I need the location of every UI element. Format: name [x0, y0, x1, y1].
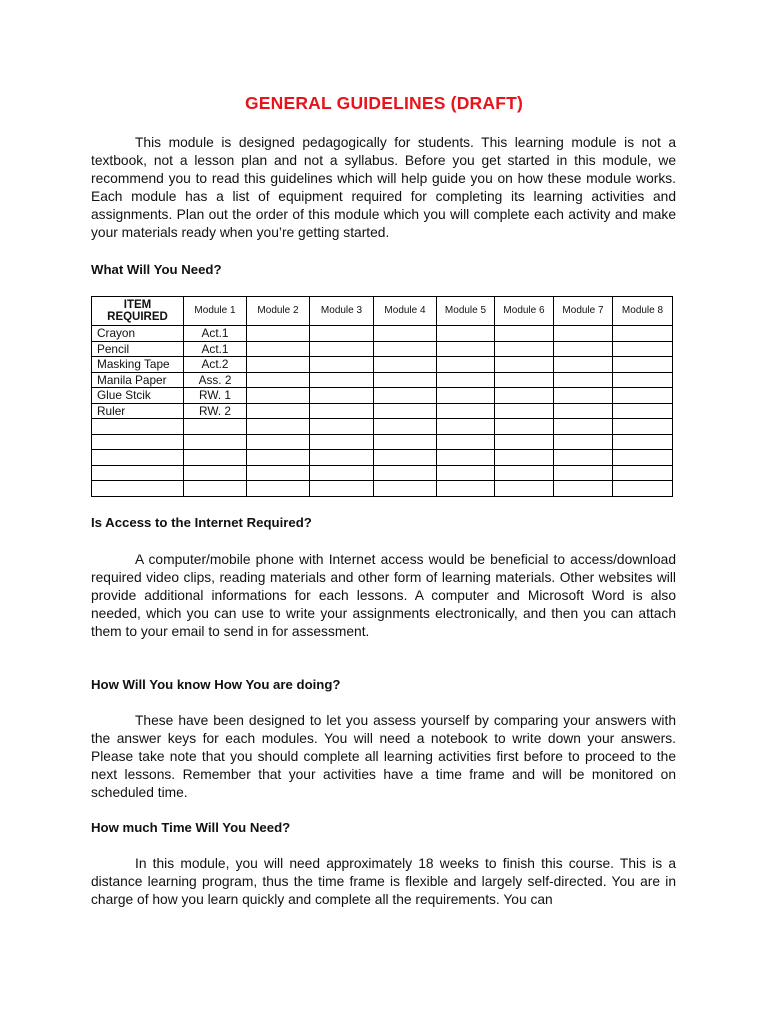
header-module-7: Module 7	[554, 297, 613, 326]
empty-row	[92, 450, 673, 466]
table-row	[92, 341, 673, 357]
requirements-table	[91, 296, 673, 497]
intro-paragraph: This module is designed pedagogically for students. This learning module is not a textbook, not a lesson plan and not a syllabus. Before you get started in this module, we recommend you to read this guidelines which will help guide you on how these module works. Each module has a list of equipment required for completing its learning activities and assignments. Plan out the order of this module which you will complete each activity and make your materials ready when you’re getting started.	[91, 135, 676, 240]
empty-row	[92, 465, 673, 481]
header-module-8: Module 8	[613, 297, 673, 326]
item-cell: Masking Tape	[92, 357, 184, 373]
header-module-3: Module 3	[310, 297, 374, 326]
item-cell: Crayon	[92, 326, 184, 342]
heading-time-needed: How much Time Will You Need?	[91, 820, 291, 835]
empty-row	[92, 419, 673, 435]
item-cell: Ruler	[92, 403, 184, 419]
document-title: GENERAL GUIDELINES (DRAFT)	[244, 93, 524, 113]
module-1-cell: Act.1	[184, 326, 247, 342]
item-cell: Manila Paper	[92, 372, 184, 388]
header-module-2: Module 2	[247, 297, 310, 326]
module-1-cell: Ass. 2	[184, 372, 247, 388]
empty-row	[92, 481, 673, 497]
module-1-cell: RW. 2	[184, 403, 247, 419]
heading-what-will-you-need: What Will You Need?	[91, 262, 222, 277]
table-row	[92, 403, 673, 419]
heading-internet-required: Is Access to the Internet Required?	[91, 515, 312, 530]
table-row	[92, 326, 673, 342]
empty-row	[92, 434, 673, 450]
internet-paragraph: A computer/mobile phone with Internet access would be beneficial to access/download required video clips, reading materials and other form of learning materials. Other websites will provide additional informations for each lessons. A computer and Microsoft Word is also needed, which you can use to write your assignments electronically, and then you can attach them to your email to send in for assessment.	[91, 552, 676, 639]
time-paragraph: In this module, you will need approximately 18 weeks to finish this course. This is a distance learning program, thus the time frame is flexible and largely self-directed. You are in charge of how you learn quickly and complete all the requirements. You can	[91, 856, 676, 907]
header-module-1: Module 1	[184, 297, 247, 326]
module-1-cell: Act.2	[184, 357, 247, 373]
table-row	[92, 372, 673, 388]
heading-how-you-are-doing: How Will You know How You are doing?	[91, 677, 341, 692]
assessment-paragraph: These have been designed to let you assess yourself by comparing your answers with the answer keys for each modules. You will need a notebook to write down your answers. Please take note that you should complete all learning activities first before to proceed to the next lessons. Remember that your activities have a time frame and will be monitored on scheduled time.	[91, 713, 676, 800]
header-module-4: Module 4	[374, 297, 437, 326]
header-module-6: Module 6	[495, 297, 554, 326]
item-cell: Pencil	[92, 341, 184, 357]
module-1-cell: Act.1	[184, 341, 247, 357]
table-header-row	[92, 297, 673, 326]
header-module-5: Module 5	[437, 297, 495, 326]
table-row	[92, 357, 673, 373]
item-cell: Glue Stcik	[92, 388, 184, 404]
table-row	[92, 388, 673, 404]
header-item-required: ITEM REQUIRED	[92, 297, 184, 326]
module-1-cell: RW. 1	[184, 388, 247, 404]
